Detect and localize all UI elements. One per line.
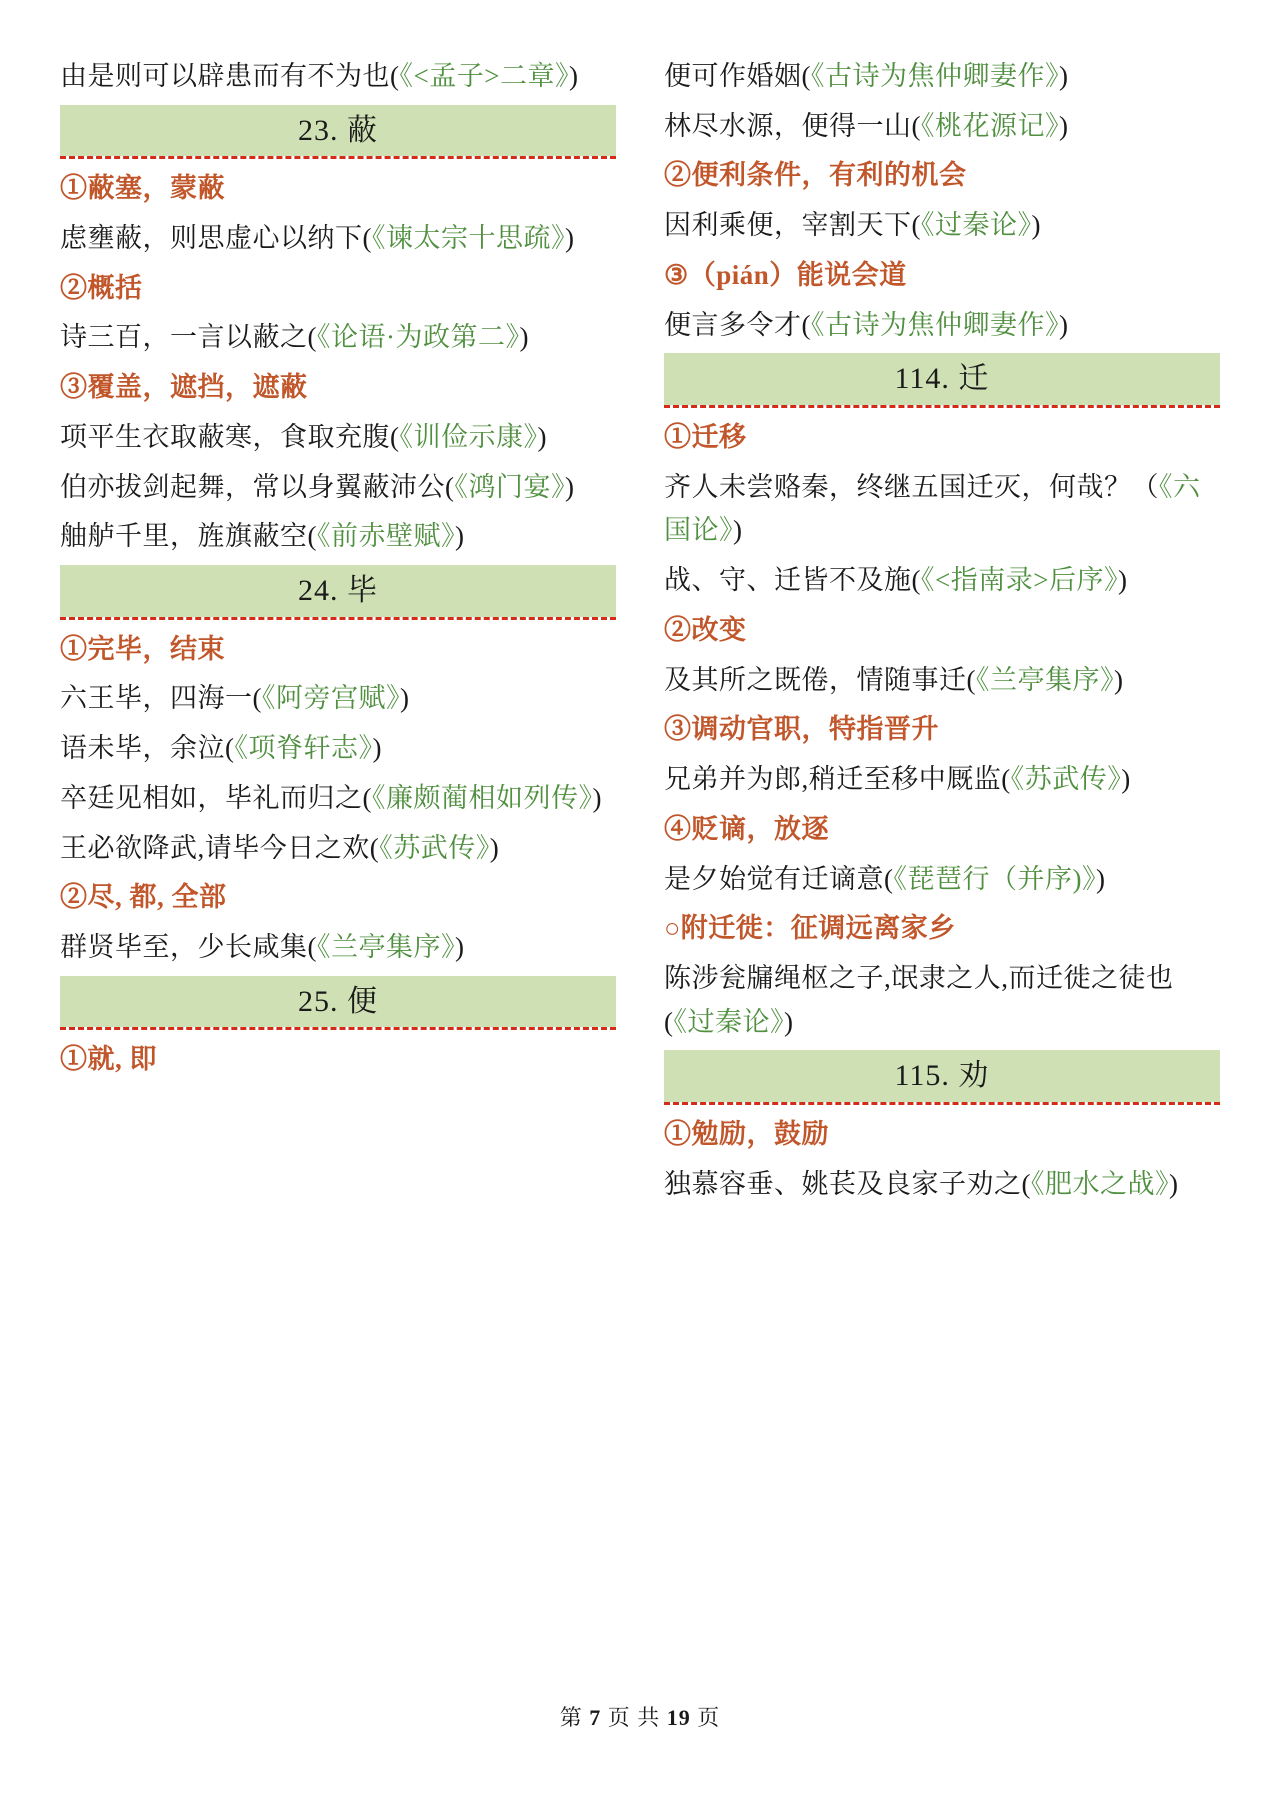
- sense-definition: ④贬谪，放逐: [664, 813, 829, 844]
- example-text: 战、守、迁皆不及施(: [664, 565, 921, 596]
- example-text: 因利乘便，宰割天下(: [664, 210, 921, 241]
- heading-divider: [664, 405, 1220, 408]
- example-text: ): [1117, 565, 1128, 596]
- example-sentence: [60, 316, 616, 360]
- example-text: ): [1031, 210, 1041, 241]
- sense-definition: ①勉励，鼓励: [664, 1118, 829, 1149]
- example-sentence: [664, 659, 1220, 703]
- entry-heading: 114. 迁: [664, 353, 1220, 405]
- source-citation: 《<孟子>二章》: [399, 61, 569, 91]
- example-sentence: [60, 727, 616, 771]
- example-sentence: [60, 777, 616, 821]
- example-text: 卒廷见相如，毕礼而归之(: [60, 782, 372, 813]
- example-text: ): [565, 471, 575, 502]
- example-sentence: [60, 217, 616, 261]
- sense-definition: ①完毕，结束: [60, 633, 225, 664]
- example-text: ): [1169, 1168, 1179, 1199]
- source-citation: 《前赤壁赋》: [317, 521, 455, 552]
- heading-divider: [60, 1027, 616, 1030]
- example-text: 便言多令才(: [664, 309, 811, 340]
- example-text: 语未毕，余泣(: [60, 733, 235, 764]
- sense-definition: ②概括: [60, 272, 143, 303]
- example-text: 群贤毕至，少长咸集(: [60, 932, 317, 963]
- example-text: 齐人未尝赂秦，终继五国迁灭，何哉？（: [664, 471, 1159, 502]
- sense-definition: ③（pián）能说会道: [664, 259, 907, 290]
- sense-definition: ②便利条件，有利的机会: [664, 160, 967, 191]
- example-text: 是夕始觉有迁谪意(: [664, 863, 894, 894]
- source-citation: 《论语·为政第二》: [317, 322, 520, 353]
- source-citation: 《训俭示康》: [399, 421, 538, 452]
- example-text: ): [489, 832, 500, 863]
- sense-definition: ①蔽塞，蒙蔽: [60, 173, 225, 204]
- entry-heading: 24. 毕: [60, 565, 616, 617]
- example-text: 王必欲降武,请毕今日之欢(: [60, 832, 380, 863]
- example-text: 由是则可以辟患而有不为也(: [60, 61, 400, 91]
- page-footer: [0, 1701, 1280, 1732]
- example-sentence: [60, 515, 616, 559]
- source-citation: 《项脊轩志》: [234, 733, 373, 764]
- example-sentence: [664, 105, 1220, 149]
- example-text: ): [1096, 863, 1106, 894]
- example-text: 诗三百，一言以蔽之(: [60, 322, 317, 353]
- footer-prefix: 第: [559, 1705, 583, 1730]
- example-sentence: [60, 827, 616, 871]
- heading-divider: [60, 156, 616, 159]
- source-citation: 《鸿门宴》: [454, 471, 565, 502]
- example-text: ): [1059, 110, 1069, 141]
- example-text: 林尽水源，便得一山(: [664, 110, 921, 141]
- entry-heading: 115. 劝: [664, 1050, 1220, 1102]
- example-sentence: [664, 858, 1220, 902]
- example-sentence: [60, 926, 616, 970]
- source-citation: 《桃花源记》: [921, 110, 1059, 141]
- example-text: ): [1059, 309, 1069, 340]
- example-text: ): [455, 932, 465, 963]
- example-text: 虑壅蔽，则思虚心以纳下(: [60, 222, 372, 253]
- example-sentence: [664, 957, 1220, 1044]
- example-sentence: [60, 466, 616, 510]
- sense-definition: ②尽, 都, 全部: [60, 882, 227, 913]
- heading-divider: [60, 617, 616, 620]
- source-citation: 《廉颇蔺相如列传》: [372, 782, 593, 813]
- sense-definition: ③调动官职，特指晋升: [664, 714, 939, 745]
- right-column: [664, 55, 1220, 1212]
- example-text: ): [400, 683, 410, 714]
- example-sentence: [60, 677, 616, 721]
- example-text: ): [372, 733, 382, 764]
- source-citation: 《琵琶行（并序)》: [893, 863, 1096, 894]
- example-sentence: [60, 416, 616, 460]
- example-text: 六王毕，四海一(: [60, 683, 262, 714]
- sense-definition: ①就, 即: [60, 1044, 157, 1075]
- example-text: 项平生衣取蔽寒，食取充腹(: [60, 421, 400, 452]
- heading-divider: [664, 1102, 1220, 1105]
- two-column-layout: [60, 55, 1220, 1212]
- example-text: ): [519, 322, 529, 353]
- source-citation: 《古诗为焦仲卿妻作》: [811, 309, 1059, 340]
- sense-definition: ③覆盖，遮挡，遮蔽: [60, 372, 308, 403]
- example-text: ): [565, 222, 575, 253]
- source-citation: 《兰亭集序》: [976, 664, 1114, 695]
- example-text: ): [1059, 61, 1069, 91]
- source-citation: 《肥水之战》: [1031, 1168, 1169, 1199]
- source-citation: 《过秦论》: [673, 1006, 784, 1037]
- sense-definition: ○附迁徙：征调远离家乡: [664, 913, 956, 944]
- example-text: ): [1114, 664, 1124, 695]
- entry-heading: 23. 蔽: [60, 105, 616, 157]
- source-citation: 《<指南录>后序》: [921, 565, 1118, 596]
- source-citation: 《过秦论》: [921, 210, 1032, 241]
- source-citation: 《阿旁宫赋》: [262, 683, 400, 714]
- footer-middle: 页 共: [607, 1705, 661, 1730]
- example-text: ): [537, 421, 547, 452]
- sense-definition: ①迁移: [664, 421, 747, 452]
- example-text: 独慕容垂、姚苌及良家子劝之(: [664, 1168, 1031, 1199]
- source-citation: 《古诗为焦仲卿妻作》: [811, 61, 1059, 91]
- footer-page-number: 7: [589, 1705, 602, 1730]
- left-column: [60, 55, 616, 1088]
- example-text: 便可作婚姻(: [664, 61, 811, 91]
- source-citation: 《苏武传》: [379, 832, 490, 863]
- example-sentence: [60, 55, 616, 99]
- example-text: 及其所之既倦，情随事迁(: [664, 664, 976, 695]
- example-text: ): [592, 782, 602, 813]
- example-sentence: [664, 559, 1220, 603]
- example-sentence: [664, 1163, 1220, 1207]
- entry-heading: 25. 便: [60, 976, 616, 1028]
- example-text: 舳舻千里，旌旗蔽空(: [60, 521, 317, 552]
- example-text: 伯亦拔剑起舞，常以身翼蔽沛公(: [60, 471, 455, 502]
- example-text: ): [733, 515, 743, 546]
- source-citation: 《兰亭集序》: [317, 932, 455, 963]
- example-sentence: [664, 758, 1220, 802]
- footer-suffix: 页: [697, 1705, 721, 1730]
- example-text: 兄弟并为郎,稍迁至移中厩监(: [664, 764, 1011, 795]
- example-sentence: [664, 55, 1220, 99]
- footer-total-pages: 19: [666, 1705, 691, 1730]
- example-sentence: [664, 466, 1220, 553]
- example-text: 陈涉瓮牖绳枢之子,氓隶之人,而迁徙之徒也(: [664, 962, 1174, 1037]
- source-citation: 《苏武传》: [1010, 764, 1122, 795]
- example-sentence: [664, 304, 1220, 348]
- source-citation: 《谏太宗十思疏》: [372, 222, 565, 253]
- example-text: ): [784, 1006, 794, 1037]
- example-text: ): [568, 61, 579, 91]
- example-text: ): [455, 521, 465, 552]
- example-text: ): [1121, 764, 1131, 795]
- sense-definition: ②改变: [664, 614, 747, 645]
- example-sentence: [664, 204, 1220, 248]
- source-citation: 《六国论》: [664, 471, 1201, 546]
